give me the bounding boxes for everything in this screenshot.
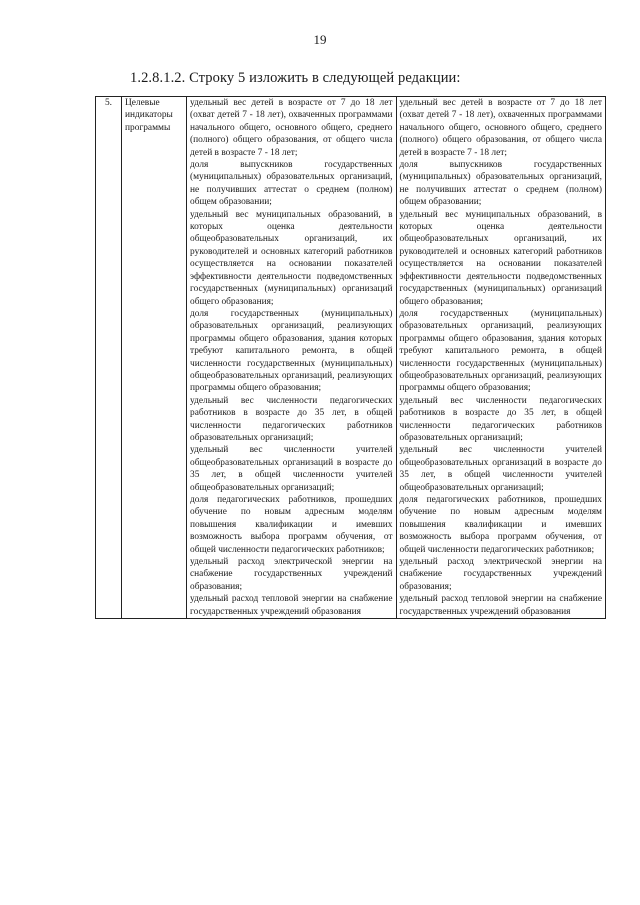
indicator-item: доля государственных (муниципальных) образовательных организаций, реализующих программы общего образования, здания которых требуют капитального ремонта, в общей численности государственных (муниципальных) общеобразовательных организаций, реализующих программы общего образования; bbox=[190, 308, 393, 394]
indicator-item: удельный вес численности учителей общеобразовательных организаций в возрасте до 35 лет, в общей численности учителей общеобразовательных организаций; bbox=[190, 445, 393, 493]
new-wording-cell bbox=[396, 97, 606, 619]
row-number: 5. bbox=[104, 98, 113, 108]
table-row bbox=[96, 97, 606, 619]
indicator-item: доля педагогических работников, прошедших обучение по новым адресным моделям повышения квалификации и имевших возможность выбора программ обучения, от общей численности педагогических работников; bbox=[399, 495, 602, 555]
indicator-item: удельный вес численности учителей общеобразовательных организаций в возрасте до 35 лет, в общей численности учителей общеобразовательных организаций; bbox=[399, 445, 602, 493]
indicator-item: удельный вес муниципальных образований, в которых оценка деятельности общеобразовательных организаций, их руководителей и основных категорий работников осуществляется на основании показателей эффективности деятельности подведомственных государственных (муниципальных) организаций общего образования; bbox=[190, 209, 393, 307]
indicator-item: удельный вес численности педагогических работников в возрасте до 35 лет, в общей численности педагогических работников образовательных организаций; bbox=[399, 395, 602, 443]
indicator-item: удельный расход электрической энергии на снабжение государственных учреждений образования; bbox=[399, 557, 602, 592]
indicator-item: удельный вес численности педагогических работников в возрасте до 35 лет, в общей численности педагогических работников образовательных организаций; bbox=[190, 395, 393, 443]
row-number-cell bbox=[96, 97, 122, 619]
old-wording-cell bbox=[187, 97, 397, 619]
indicator-item: удельный вес детей в возрасте от 7 до 18 лет (охват детей 7 - 18 лет), охваченных программами начального общего, основного общего, среднего (полного) общего образования, от общего числа детей в возрасте 7 - 18 лет; bbox=[190, 98, 393, 158]
indicator-item: удельный расход электрической энергии на снабжение государственных учреждений образования; bbox=[190, 557, 393, 592]
indicator-item: удельный расход тепловой энергии на снабжение государственных учреждений образования bbox=[190, 594, 393, 617]
indicator-item: удельный вес муниципальных образований, в которых оценка деятельности общеобразовательных организаций, их руководителей и основных категорий работников осуществляется на основании показателей эффективности деятельности подведомственных государственных (муниципальных) организаций общего образования; bbox=[399, 209, 602, 307]
section-heading: 1.2.8.1.2. Строку 5 изложить в следующей редакции: bbox=[130, 70, 461, 86]
indicators-table bbox=[95, 96, 606, 619]
indicator-item: доля выпускников государственных (муниципальных) образовательных организаций, не получивших аттестат о среднем (полном) общем образовании; bbox=[190, 160, 393, 208]
indicator-item: удельный вес детей в возрасте от 7 до 18 лет (охват детей 7 - 18 лет), охваченных программами начального общего, основного общего, среднего (полного) общего образования, от общего числа детей в возрасте 7 - 18 лет; bbox=[399, 98, 602, 158]
indicator-item: удельный расход тепловой энергии на снабжение государственных учреждений образования bbox=[399, 594, 602, 617]
page-number: 19 bbox=[313, 32, 327, 47]
indicator-item: доля педагогических работников, прошедших обучение по новым адресным моделям повышения квалификации и имевших возможность выбора программ обучения, от общей численности педагогических работников; bbox=[190, 495, 393, 555]
row-label: Целевые индикаторы программы bbox=[125, 98, 173, 133]
row-label-cell bbox=[122, 97, 187, 619]
indicator-item: доля выпускников государственных (муниципальных) образовательных организаций, не получивших аттестат о среднем (полном) общем образовании; bbox=[399, 160, 602, 208]
indicator-item: доля государственных (муниципальных) образовательных организаций, реализующих программы общего образования, здания которых требуют капитального ремонта, в общей численности государственных (муниципальных) общеобразовательных организаций, реализующих программы общего образования; bbox=[399, 308, 602, 394]
